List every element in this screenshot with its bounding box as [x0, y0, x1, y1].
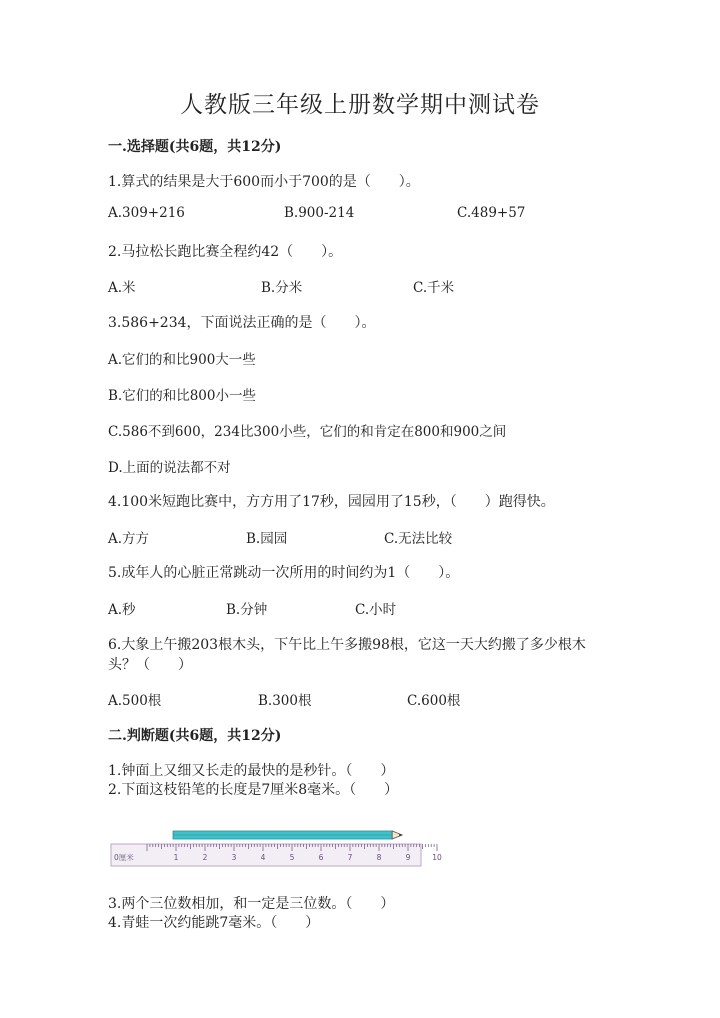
section-1-heading: 一.选择题(共6题，共12分)	[108, 139, 282, 155]
question-1-3-option-b: B.它们的和比800小一些	[108, 388, 256, 404]
question-1-2-option-a: A.米	[108, 280, 136, 296]
question-2-3: 3.两个三位数相加，和一定是三位数。（ ）	[108, 896, 395, 912]
ruler-tick-label: 1	[173, 853, 179, 862]
ruler-tick-label: 8	[376, 853, 382, 862]
question-1-6-option-a: A.500根	[108, 693, 162, 709]
question-2-1: 1.钟面上又细又长走的最快的是秒针。（ ）	[108, 763, 395, 779]
question-1-6-option-c: C.600根	[407, 693, 461, 709]
question-1-6-stem-line-2: 头？（ ）	[108, 657, 192, 673]
question-1-3-stem: 3.586+234，下面说法正确的是（ ）。	[108, 315, 376, 331]
ruler-tick-label: 7	[347, 853, 353, 862]
question-1-1-option-c: C.489+57	[457, 205, 526, 221]
question-1-4-option-a: A.方方	[108, 531, 150, 547]
question-1-5-option-b: B.分钟	[226, 602, 268, 618]
question-1-5-stem: 5.成年人的心脏正常跳动一次所用的时间约为1（ ）。	[108, 565, 460, 581]
ruler-tick-label: 5	[289, 853, 295, 862]
question-1-1-option-a: A.309+216	[108, 205, 185, 221]
ruler-unit-label: 0厘米	[114, 853, 134, 862]
question-1-2-option-b: B.分米	[261, 280, 303, 296]
question-1-5-option-c: C.小时	[355, 602, 397, 618]
ruler-svg	[110, 826, 442, 870]
ruler-tick-label: 3	[231, 853, 237, 862]
question-2-2: 2.下面这枝铅笔的长度是7厘米8毫米。（ ）	[108, 782, 399, 798]
question-1-6-option-b: B.300根	[258, 693, 312, 709]
question-1-1-stem: 1.算式的结果是大于600而小于700的是（ ）。	[108, 174, 420, 190]
question-1-1-option-b: B.900-214	[284, 205, 355, 221]
pencil-icon	[173, 831, 402, 839]
question-1-2-option-c: C.千米	[413, 280, 455, 296]
question-1-3-option-c: C.586不到600，234比300小些，它们的和肯定在800和900之间	[108, 424, 507, 440]
page-title: 人教版三年级上册数学期中测试卷	[180, 92, 540, 118]
question-1-3-option-a: A.它们的和比900大一些	[108, 352, 256, 368]
ruler-tick-label: 4	[260, 853, 266, 862]
ruler-body	[111, 844, 421, 866]
question-1-2-stem: 2.马拉松长跑比赛全程约42（ ）。	[108, 244, 343, 260]
question-1-4-option-c: C.无法比较	[384, 531, 453, 547]
question-1-3-option-d: D.上面的说法都不对	[108, 460, 231, 476]
question-1-4-option-b: B.园园	[246, 531, 288, 547]
question-2-4: 4.青蛙一次约能跳7毫米。（ ）	[108, 915, 320, 931]
section-2-heading: 二.判断题(共6题，共12分)	[108, 728, 282, 744]
ruler-figure	[110, 826, 442, 870]
question-1-4-stem: 4.100米短跑比赛中，方方用了17秒，园园用了15秒，（ ）跑得快。	[108, 494, 555, 510]
question-1-5-option-a: A.秒	[108, 602, 136, 618]
ruler-tick-label: 6	[318, 853, 324, 862]
ruler-tick-label: 9	[405, 853, 411, 862]
question-1-6-stem-line-1: 6.大象上午搬203根木头，下午比上午多搬98根，它这一天大约搬了多少根木	[108, 637, 586, 653]
ruler-tick-label: 2	[202, 853, 208, 862]
ruler-tick-label: 10	[432, 853, 442, 862]
